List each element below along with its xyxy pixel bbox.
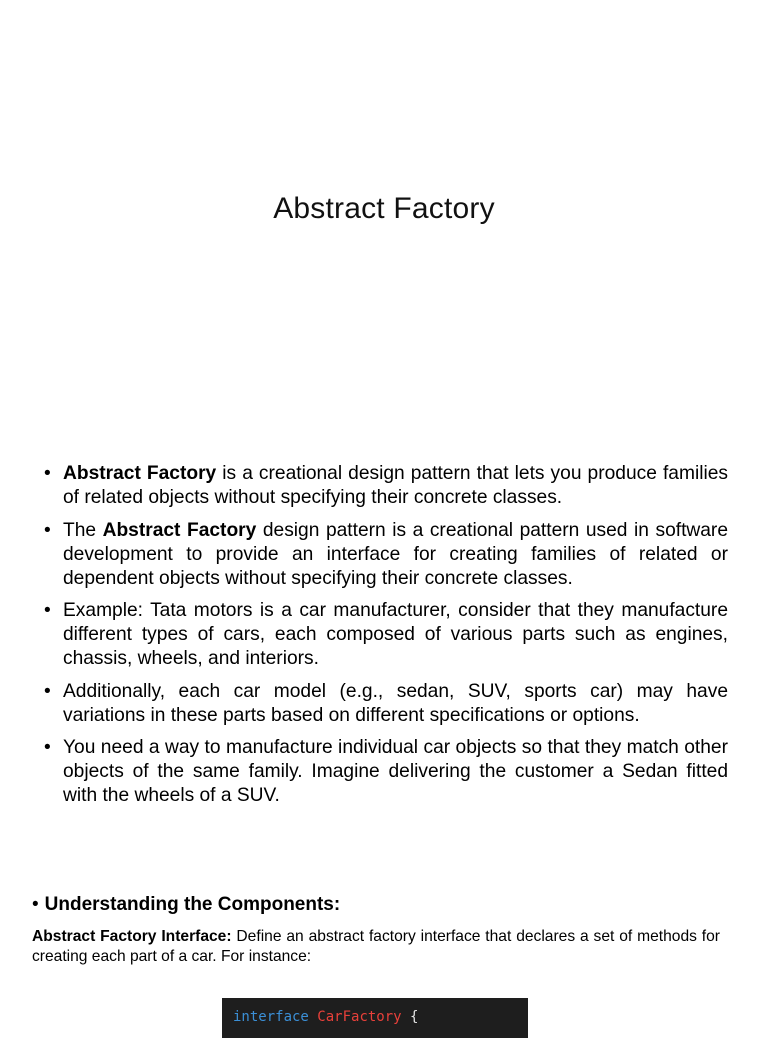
bullet-dot: • bbox=[32, 894, 39, 915]
bullet-dot: • bbox=[44, 519, 51, 541]
bullet-item bbox=[44, 519, 728, 591]
section-heading bbox=[32, 893, 340, 917]
section-heading-text: Understanding the Components: bbox=[44, 894, 341, 915]
bullet-item bbox=[44, 680, 728, 728]
bullet-dot: • bbox=[44, 600, 51, 621]
bullet-list bbox=[44, 462, 728, 817]
bullet-item bbox=[44, 462, 728, 510]
bullet-item bbox=[44, 599, 728, 671]
code-keyword: interface bbox=[233, 1009, 309, 1025]
bullet-dot: • bbox=[44, 463, 51, 484]
bullet-text: is a creational design pattern that lets you produce families of related objects without specifying their concrete classes. bbox=[63, 463, 728, 508]
bullet-dot: • bbox=[44, 680, 51, 702]
code-snippet bbox=[222, 998, 528, 1038]
bullet-text: You need a way to manufacture individual car objects so that they match other objects of the same family. Imagine delivering the customer a Sedan fitted with the wheels of a SUV. bbox=[63, 737, 728, 806]
bullet-dot: • bbox=[44, 737, 51, 758]
bullet-text: design pattern is a creational pattern used in software development to provide an interface for creating families of related or dependent objects without specifying their concrete classes. bbox=[63, 519, 728, 589]
bullet-text: Additionally, each car model (e.g., sedan, SUV, sports car) may have variations in these parts based on different specifications or options. bbox=[63, 680, 728, 726]
component-paragraph bbox=[32, 927, 720, 967]
bullet-prefix: The bbox=[63, 519, 103, 541]
bullet-item bbox=[44, 736, 728, 808]
bullet-bold-term: Abstract Factory bbox=[102, 519, 257, 541]
code-brace: { bbox=[410, 1009, 419, 1025]
bullet-bold-term: Abstract Factory bbox=[63, 463, 217, 484]
code-class-name: CarFactory bbox=[317, 1009, 402, 1025]
bullet-text: Example: Tata motors is a car manufacturer, consider that they manufacture different types of cars, each composed of various parts such as engines, chassis, wheels, and interiors. bbox=[63, 600, 728, 669]
component-description: Define an abstract factory interface that declares a set of methods for creating each part of a car. For instance: bbox=[32, 928, 721, 965]
component-term: Abstract Factory Interface: bbox=[32, 928, 232, 945]
slide-title: Abstract Factory bbox=[273, 192, 495, 225]
